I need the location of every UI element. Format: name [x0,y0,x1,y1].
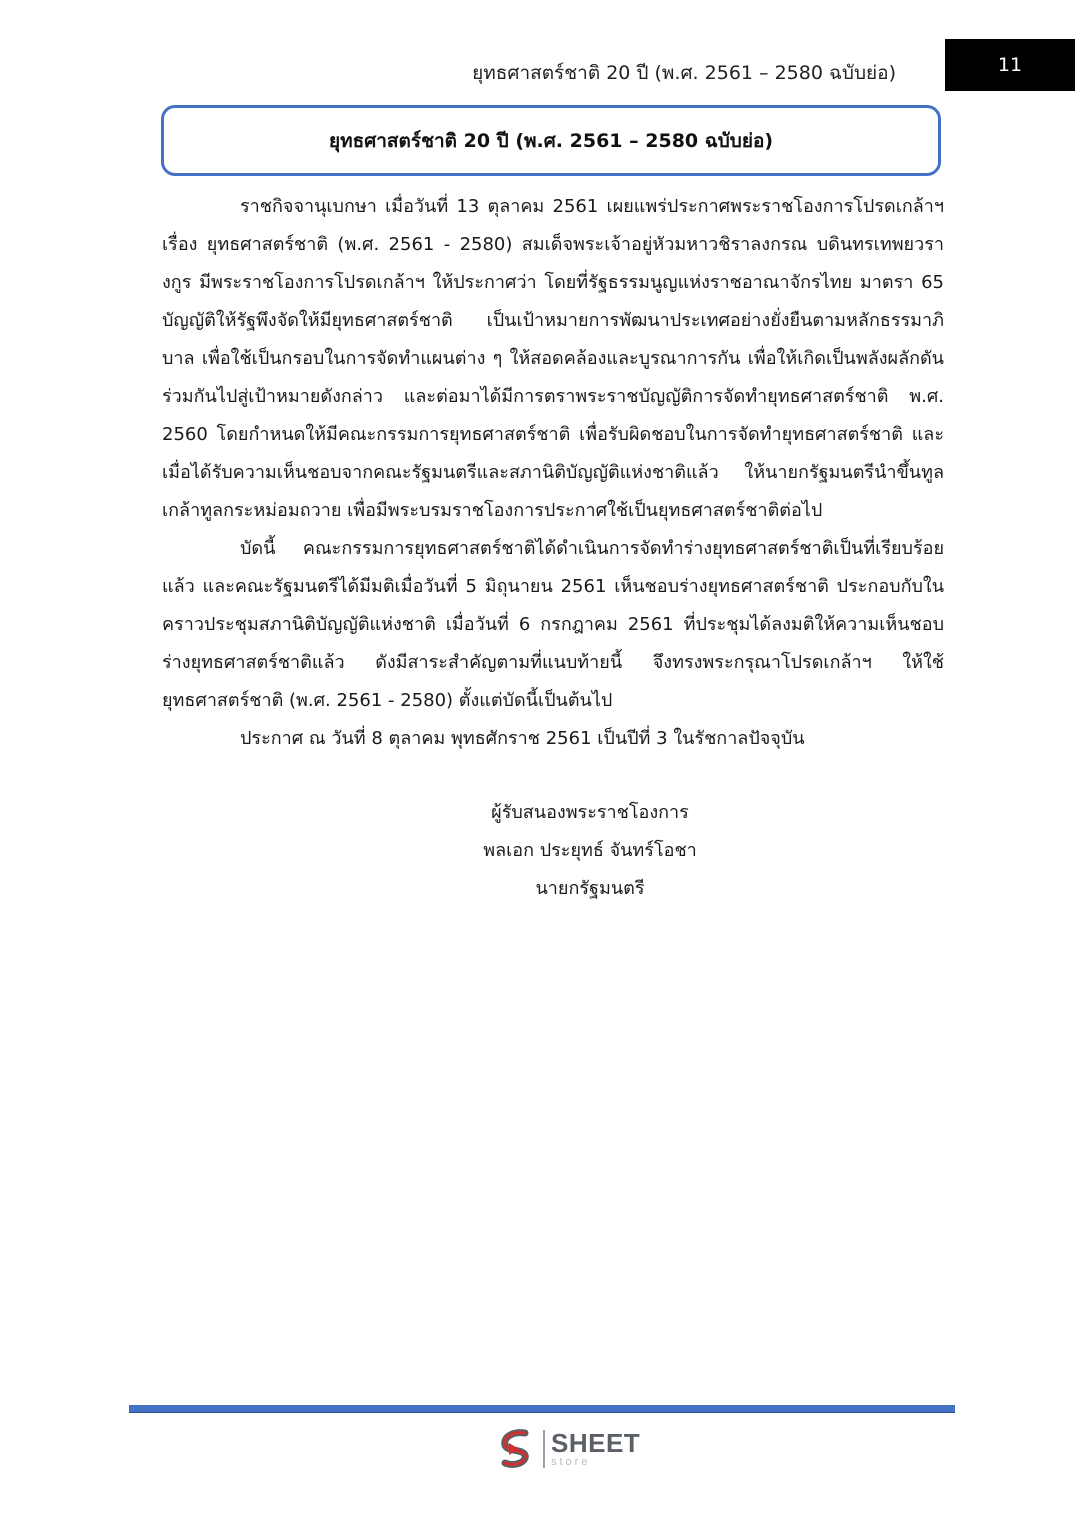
running-header-title: ยุทธศาสตร์ชาติ 20 ปี (พ.ศ. 2561 – 2580 ฉบับย่อ) [472,62,896,84]
sheet-store-logo-icon [495,1427,539,1471]
logo-main-text: SHEET [551,1428,641,1458]
signature-name: พลเอก ประยุทธ์ จันทร์โอชา [483,840,697,861]
logo-divider [543,1430,545,1468]
body-paragraph-1: ราชกิจจานุเบกษา เมื่อวันที่ 13 ตุลาคม 2561 เผยแพร่ประกาศพระราชโองการโปรดเกล้าฯ เรื่อง ยุทธศาสตร์ชาติ (พ.ศ. 2561 - 2580) สมเด็จพระเจ้าอยู่หัวมหาวชิราลงกรณ บดินทรเทพยวรางกูร มีพระราชโองการโปรดเกล้าฯ ให้ประกาศว่า โดยที่รัฐธรรมนูญแห่งราชอาณาจักรไทย มาตรา 65 บัญญัติให้รัฐพึงจัดให้มียุทธศาสตร์ชาติ เป็นเป้าหมายการพัฒนาประเทศอย่างยั่งยืนตามหลักธรรมาภิบาล เพื่อใช้เป็นกรอบในการจัดทำแผนต่าง ๆ ให้สอดคล้องและบูรณาการกัน เพื่อให้เกิดเป็นพลังผลักดันร่วมกันไปสู่เป้าหมายดังกล่าว และต่อมาได้มีการตราพระราชบัญญัติการจัดทำยุทธศาสตร์ชาติ พ.ศ. 2560 โดยกำหนดให้มีคณะกรรมการยุทธศาสตร์ชาติ เพื่อรับผิดชอบในการจัดทำยุทธศาสตร์ชาติ และเมื่อได้รับความเห็นชอบจากคณะรัฐมนตรีและสภานิติบัญญัติแห่งชาติแล้ว ให้นายกรัฐมนตรีนำขึ้นทูลเกล้าทูลกระหม่อมถวาย เพื่อมีพระบรมราชโองการประกาศใช้เป็นยุทธศาสตร์ชาติต่อไป [162,196,944,521]
logo-wordmark [551,1430,640,1468]
signature-position: นายกรัฐมนตรี [535,878,645,899]
body-paragraph-2: บัดนี้ คณะกรรมการยุทธศาสตร์ชาติได้ดำเนินการจัดทำร่างยุทธศาสตร์ชาติเป็นที่เรียบร้อยแล้ว และคณะรัฐมนตรีได้มีมติเมื่อวันที่ 5 มิถุนายน 2561 เห็นชอบร่างยุทธศาสตร์ชาติ ประกอบกับในคราวประชุมสภานิติบัญญัติแห่งชาติ เมื่อวันที่ 6 กรกฎาคม 2561 ที่ประชุมได้ลงมติให้ความเห็นชอบร่างยุทธศาสตร์ชาติแล้ว ดังมีสาระสำคัญตามที่แนบท้ายนี้ จึงทรงพระกรุณาโปรดเกล้าฯ ให้ใช้ยุทธศาสตร์ชาติ (พ.ศ. 2561 - 2580) ตั้งแต่บัดนี้เป็นต้นไป [162,538,944,711]
document-body [162,188,944,758]
document-title: ยุทธศาสตร์ชาติ 20 ปี (พ.ศ. 2561 – 2580 ฉบับย่อ) [328,129,774,152]
signature-countersign-label: ผู้รับสนองพระราชโองการ [491,802,689,823]
sheet-store-logo [495,1424,655,1474]
body-paragraph-3: ประกาศ ณ วันที่ 8 ตุลาคม พุทธศักราช 2561 เป็นปีที่ 3 ในรัชกาลปัจจุบัน [240,728,805,749]
page-number [945,39,1075,91]
page-number-text: 11 [997,54,1023,76]
logo-sub-text: store [551,1456,591,1468]
signature-block [440,794,740,908]
title-box [161,105,941,176]
footer-rule [129,1405,955,1413]
